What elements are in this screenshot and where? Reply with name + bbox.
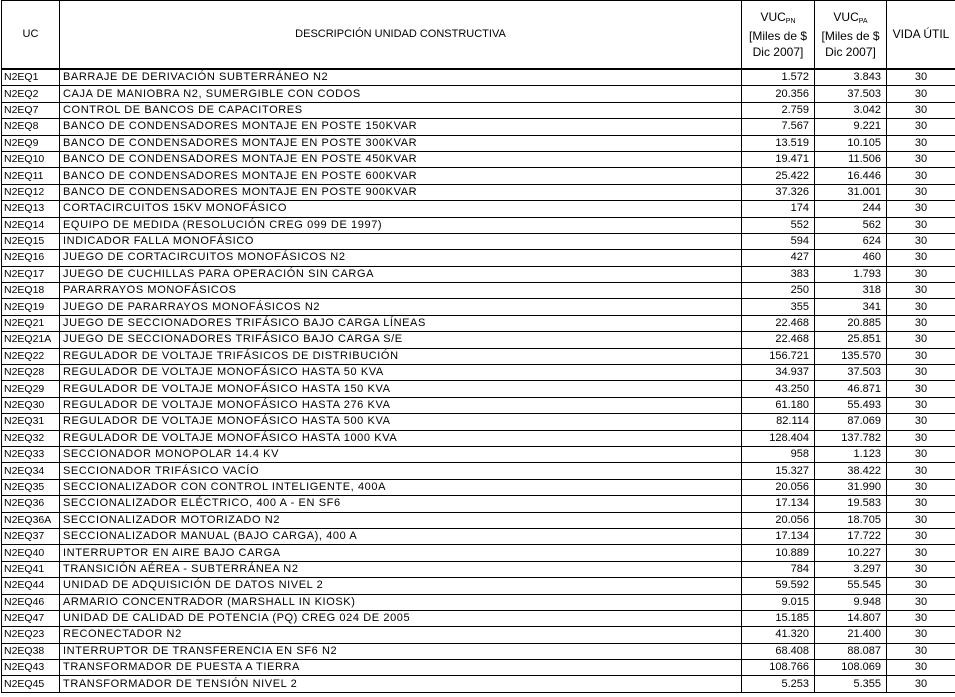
vuc-pa-cell: 21.400 [815,627,887,643]
vida-util-cell: 30 [887,151,955,167]
vuc-pa-cell: 341 [815,299,887,315]
description-cell: UNIDAD DE CALIDAD DE POTENCIA (PQ) CREG 024 DE 2005 [60,610,742,626]
vida-util-cell: 30 [887,676,955,692]
uc-cell: N2EQ16 [2,250,60,266]
uc-cell: N2EQ45 [2,676,60,692]
uc-cell: N2EQ47 [2,610,60,626]
table-header-row [2,1,955,70]
description-cell: JUEGO DE CUCHILLAS PARA OPERACIÓN SIN CARGA [60,266,742,282]
vuc-pa-cell: 1.123 [815,446,887,462]
vuc-pn-cell: 7.567 [742,119,815,135]
uc-cell: N2EQ30 [2,397,60,413]
uc-cell: N2EQ15 [2,233,60,249]
vuc-pn-cell: 41.320 [742,627,815,643]
vida-util-cell: 30 [887,102,955,118]
table-row [2,250,955,266]
description-cell: REGULADOR DE VOLTAJE MONOFÁSICO HASTA 500 KVA [60,414,742,430]
description-cell: SECCIONADOR MONOPOLAR 14.4 KV [60,446,742,462]
vida-util-cell: 30 [887,299,955,315]
description-cell: BARRAJE DE DERIVACIÓN SUBTERRÁNEO N2 [60,69,742,86]
uc-cell: N2EQ37 [2,528,60,544]
vida-util-cell: 30 [887,119,955,135]
vida-util-cell: 30 [887,627,955,643]
vida-util-cell: 30 [887,201,955,217]
vida-util-cell: 30 [887,332,955,348]
table-row [2,643,955,659]
vida-util-cell: 30 [887,430,955,446]
table-row [2,233,955,249]
vuc-pn-cell: 9.015 [742,594,815,610]
table-row [2,610,955,626]
vuc-pn-cell: 22.468 [742,332,815,348]
description-cell: RECONECTADOR N2 [60,627,742,643]
table-row [2,365,955,381]
table-row [2,135,955,151]
table-row [2,578,955,594]
vuc-pa-cell: 31.001 [815,184,887,200]
vuc-pn-cell: 15.185 [742,610,815,626]
vuc-pn-cell: 13.519 [742,135,815,151]
uc-cell: N2EQ8 [2,119,60,135]
table-row [2,660,955,676]
vuc-pa-cell: 87.069 [815,414,887,430]
header-vuc-pa-sub: PA [858,18,868,25]
vuc-pn-cell: 61.180 [742,397,815,413]
vuc-pn-cell: 784 [742,561,815,577]
header-descripcion: DESCRIPCIÓN UNIDAD CONSTRUCTIVA [60,1,742,70]
description-cell: INDICADOR FALLA MONOFÁSICO [60,233,742,249]
table-row [2,332,955,348]
description-cell: SECCIONADOR TRIFÁSICO VACÍO [60,463,742,479]
description-cell: EQUIPO DE MEDIDA (RESOLUCIÓN CREG 099 DE 1997) [60,217,742,233]
description-cell: REGULADOR DE VOLTAJE MONOFÁSICO HASTA 50 KVA [60,365,742,381]
vida-util-cell: 30 [887,446,955,462]
uc-cell: N2EQ2 [2,86,60,102]
table-row [2,102,955,118]
uc-cell: N2EQ13 [2,201,60,217]
vida-util-cell: 30 [887,266,955,282]
vida-util-cell: 30 [887,528,955,544]
vuc-pa-cell: 135.570 [815,348,887,364]
description-cell: BANCO DE CONDENSADORES MONTAJE EN POSTE 450KVAR [60,151,742,167]
vuc-pn-cell: 19.471 [742,151,815,167]
vuc-pa-cell: 25.851 [815,332,887,348]
table-body [2,69,955,692]
uc-cell: N2EQ31 [2,414,60,430]
description-cell: SECCIONALIZADOR CON CONTROL INTELIGENTE, 400A [60,479,742,495]
unidades-constructivas-table [1,0,955,693]
uc-cell: N2EQ11 [2,168,60,184]
vuc-pa-cell: 46.871 [815,381,887,397]
header-vuc-pa [815,1,887,70]
vuc-pn-cell: 17.134 [742,528,815,544]
table-row [2,479,955,495]
vida-util-cell: 30 [887,545,955,561]
vuc-pa-cell: 19.583 [815,496,887,512]
uc-cell: N2EQ21A [2,332,60,348]
vuc-pn-cell: 15.327 [742,463,815,479]
uc-cell: N2EQ1 [2,69,60,86]
vuc-pn-cell: 20.056 [742,479,815,495]
table-row [2,217,955,233]
vida-util-cell: 30 [887,250,955,266]
description-cell: REGULADOR DE VOLTAJE MONOFÁSICO HASTA 276 KVA [60,397,742,413]
description-cell: BANCO DE CONDENSADORES MONTAJE EN POSTE 150KVAR [60,119,742,135]
description-cell: JUEGO DE SECCIONADORES TRIFÁSICO BAJO CARGA LÍNEAS [60,315,742,331]
uc-cell: N2EQ23 [2,627,60,643]
vida-util-cell: 30 [887,479,955,495]
vida-util-cell: 30 [887,381,955,397]
vuc-pn-cell: 355 [742,299,815,315]
vuc-pa-cell: 244 [815,201,887,217]
vida-util-cell: 30 [887,348,955,364]
table-row [2,69,955,86]
vuc-pa-cell: 37.503 [815,86,887,102]
description-cell: INTERRUPTOR DE TRANSFERENCIA EN SF6 N2 [60,643,742,659]
description-cell: PARARRAYOS MONOFÁSICOS [60,283,742,299]
description-cell: TRANSFORMADOR DE TENSIÓN NIVEL 2 [60,676,742,692]
uc-cell: N2EQ32 [2,430,60,446]
description-cell: TRANSICIÓN AÉREA - SUBTERRÁNEA N2 [60,561,742,577]
table-row [2,299,955,315]
uc-cell: N2EQ33 [2,446,60,462]
uc-cell: N2EQ36A [2,512,60,528]
table-row [2,561,955,577]
vida-util-cell: 30 [887,594,955,610]
description-cell: CORTACIRCUITOS 15KV MONOFÁSICO [60,201,742,217]
description-cell: TRANSFORMADOR DE PUESTA A TIERRA [60,660,742,676]
description-cell: JUEGO DE CORTACIRCUITOS MONOFÁSICOS N2 [60,250,742,266]
uc-cell: N2EQ14 [2,217,60,233]
vida-util-cell: 30 [887,578,955,594]
table-row [2,463,955,479]
vuc-pn-cell: 2.759 [742,102,815,118]
vida-util-cell: 30 [887,643,955,659]
uc-cell: N2EQ7 [2,102,60,118]
table-row [2,315,955,331]
vuc-pa-cell: 9.221 [815,119,887,135]
vida-util-cell: 30 [887,463,955,479]
vuc-pa-cell: 9.948 [815,594,887,610]
vuc-pn-cell: 82.114 [742,414,815,430]
vida-util-cell: 30 [887,496,955,512]
vuc-pa-cell: 5.355 [815,676,887,692]
table-row [2,446,955,462]
uc-cell: N2EQ12 [2,184,60,200]
description-cell: BANCO DE CONDENSADORES MONTAJE EN POSTE 300KVAR [60,135,742,151]
table-row [2,151,955,167]
vuc-pa-cell: 1.793 [815,266,887,282]
table-row [2,512,955,528]
description-cell: CONTROL DE BANCOS DE CAPACITORES [60,102,742,118]
uc-cell: N2EQ35 [2,479,60,495]
vuc-pn-cell: 958 [742,446,815,462]
vida-util-cell: 30 [887,135,955,151]
vuc-pn-cell: 128.404 [742,430,815,446]
vuc-pa-cell: 3.297 [815,561,887,577]
uc-cell: N2EQ22 [2,348,60,364]
uc-cell: N2EQ36 [2,496,60,512]
uc-cell: N2EQ29 [2,381,60,397]
header-vuc-pn-sub: PN [785,18,796,25]
vuc-pa-cell: 17.722 [815,528,887,544]
table-row [2,414,955,430]
table-row [2,381,955,397]
uc-cell: N2EQ41 [2,561,60,577]
uc-cell: N2EQ18 [2,283,60,299]
vuc-pn-cell: 552 [742,217,815,233]
header-uc: UC [2,1,60,70]
vida-util-cell: 30 [887,69,955,86]
description-cell: INTERRUPTOR EN AIRE BAJO CARGA [60,545,742,561]
vida-util-cell: 30 [887,512,955,528]
header-vuc-pn-main: VUC [760,10,786,24]
vida-util-cell: 30 [887,414,955,430]
vida-util-cell: 30 [887,315,955,331]
vuc-pa-cell: 3.843 [815,69,887,86]
vuc-pa-cell: 88.087 [815,643,887,659]
vida-util-cell: 30 [887,168,955,184]
vuc-pa-cell: 318 [815,283,887,299]
vuc-pa-cell: 10.227 [815,545,887,561]
vuc-pn-cell: 37.326 [742,184,815,200]
table-row [2,184,955,200]
description-cell: BANCO DE CONDENSADORES MONTAJE EN POSTE 900KVAR [60,184,742,200]
vuc-pa-cell: 562 [815,217,887,233]
vuc-pa-cell: 14.807 [815,610,887,626]
vuc-pa-cell: 16.446 [815,168,887,184]
vuc-pa-cell: 18.705 [815,512,887,528]
vuc-pn-cell: 1.572 [742,69,815,86]
description-cell: REGULADOR DE VOLTAJE MONOFÁSICO HASTA 150 KVA [60,381,742,397]
description-cell: CAJA DE MANIOBRA N2, SUMERGIBLE CON CODOS [60,86,742,102]
vuc-pn-cell: 383 [742,266,815,282]
vida-util-cell: 30 [887,561,955,577]
description-cell: ARMARIO CONCENTRADOR (MARSHALL IN KIOSK) [60,594,742,610]
description-cell: SECCIONALIZADOR ELÉCTRICO, 400 A - EN SF6 [60,496,742,512]
uc-cell: N2EQ28 [2,365,60,381]
table-row [2,676,955,692]
vuc-pa-cell: 3.042 [815,102,887,118]
table-row [2,528,955,544]
vuc-pa-cell: 460 [815,250,887,266]
uc-cell: N2EQ34 [2,463,60,479]
uc-cell: N2EQ9 [2,135,60,151]
vida-util-cell: 30 [887,86,955,102]
table-row [2,348,955,364]
vuc-pn-cell: 10.889 [742,545,815,561]
vuc-pa-cell: 31.990 [815,479,887,495]
vida-util-cell: 30 [887,184,955,200]
table-row [2,283,955,299]
uc-cell: N2EQ43 [2,660,60,676]
header-vida-util: VIDA ÚTIL [887,1,955,70]
table-row [2,266,955,282]
vuc-pa-cell: 55.545 [815,578,887,594]
table-row [2,201,955,217]
vuc-pa-cell: 37.503 [815,365,887,381]
vuc-pn-cell: 20.356 [742,86,815,102]
vuc-pn-cell: 17.134 [742,496,815,512]
vuc-pn-cell: 156.721 [742,348,815,364]
description-cell: REGULADOR DE VOLTAJE MONOFÁSICO HASTA 1000 KVA [60,430,742,446]
description-cell: SECCIONALIZADOR MOTORIZADO N2 [60,512,742,528]
uc-cell: N2EQ10 [2,151,60,167]
vida-util-cell: 30 [887,660,955,676]
vuc-pa-cell: 11.506 [815,151,887,167]
vida-util-cell: 30 [887,217,955,233]
vuc-pn-cell: 594 [742,233,815,249]
vida-util-cell: 30 [887,365,955,381]
vida-util-cell: 30 [887,283,955,299]
vuc-pn-cell: 108.766 [742,660,815,676]
table-row [2,168,955,184]
header-vuc-pn-units: [Miles de $ Dic 2007] [748,29,808,59]
table-row [2,627,955,643]
table-row [2,496,955,512]
description-cell: REGULADOR DE VOLTAJE TRIFÁSICOS DE DISTRIBUCIÓN [60,348,742,364]
uc-cell: N2EQ40 [2,545,60,561]
vuc-pn-cell: 5.253 [742,676,815,692]
vuc-pn-cell: 250 [742,283,815,299]
vuc-pn-cell: 68.408 [742,643,815,659]
vuc-pn-cell: 427 [742,250,815,266]
uc-cell: N2EQ44 [2,578,60,594]
table-row [2,430,955,446]
uc-cell: N2EQ38 [2,643,60,659]
vuc-pn-cell: 22.468 [742,315,815,331]
description-cell: SECCIONALIZADOR MANUAL (BAJO CARGA), 400 A [60,528,742,544]
table-row [2,397,955,413]
header-vuc-pn [742,1,815,70]
description-cell: JUEGO DE PARARRAYOS MONOFÁSICOS N2 [60,299,742,315]
header-vuc-pa-main: VUC [833,10,859,24]
table-row [2,594,955,610]
vuc-pn-cell: 20.056 [742,512,815,528]
description-cell: JUEGO DE SECCIONADORES TRIFÁSICO BAJO CARGA S/E [60,332,742,348]
uc-cell: N2EQ17 [2,266,60,282]
uc-cell: N2EQ46 [2,594,60,610]
table-row [2,119,955,135]
vuc-pa-cell: 38.422 [815,463,887,479]
vuc-pn-cell: 43.250 [742,381,815,397]
vida-util-cell: 30 [887,397,955,413]
vuc-pa-cell: 20.885 [815,315,887,331]
uc-cell: N2EQ19 [2,299,60,315]
vuc-pa-cell: 137.782 [815,430,887,446]
vuc-pn-cell: 34.937 [742,365,815,381]
vuc-pa-cell: 55.493 [815,397,887,413]
table-row [2,86,955,102]
vida-util-cell: 30 [887,233,955,249]
header-vuc-pa-units: [Miles de $ Dic 2007] [821,29,880,59]
vida-util-cell: 30 [887,610,955,626]
vuc-pa-cell: 10.105 [815,135,887,151]
vuc-pa-cell: 108.069 [815,660,887,676]
vuc-pa-cell: 624 [815,233,887,249]
vuc-pn-cell: 174 [742,201,815,217]
description-cell: BANCO DE CONDENSADORES MONTAJE EN POSTE 600KVAR [60,168,742,184]
uc-cell: N2EQ21 [2,315,60,331]
description-cell: UNIDAD DE ADQUISICIÓN DE DATOS NIVEL 2 [60,578,742,594]
vuc-pn-cell: 59.592 [742,578,815,594]
vuc-pn-cell: 25.422 [742,168,815,184]
table-row [2,545,955,561]
